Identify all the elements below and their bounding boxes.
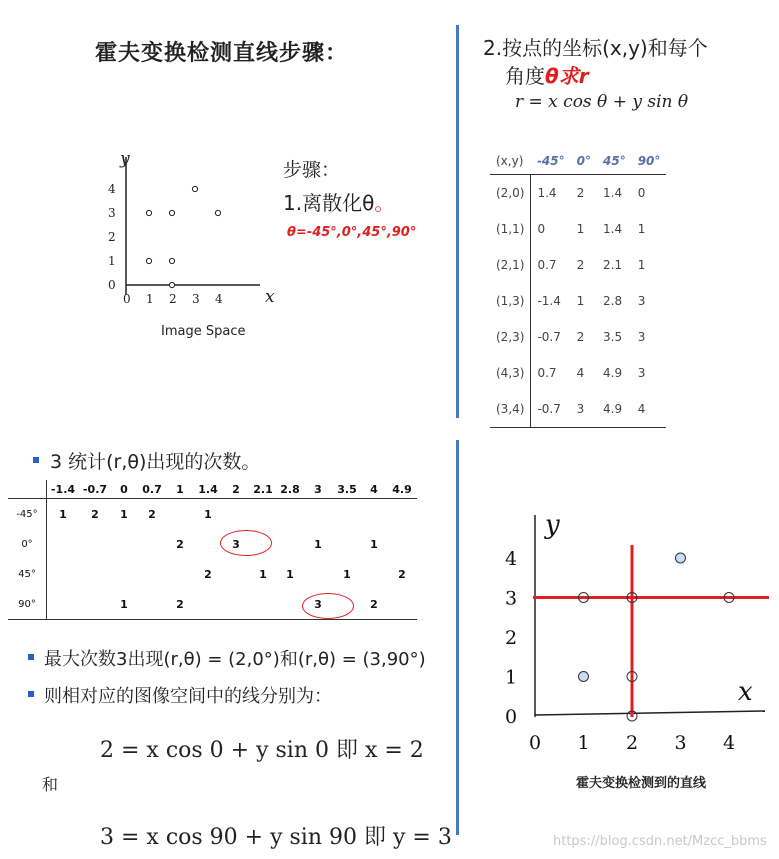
image-space-y-tick: 4 [108,182,116,196]
table1-row [490,283,666,319]
table2-cell [47,589,80,620]
table1-cell: 0.7 [537,366,557,380]
table1-header: (x,y) [490,148,531,175]
table1-cell: 2.8 [603,294,623,308]
table1-cell: -0.7 [537,330,561,344]
step-2-line2 [483,62,708,90]
table1-cell: 1 [637,222,646,236]
table2-cell: 2 [398,567,406,581]
table1-cell: 0 [537,222,546,236]
image-space-y-tick: 2 [108,230,116,244]
hough-x-tick: 2 [626,732,639,754]
table2-cell [79,529,111,559]
table2-cell: 3 [303,589,333,620]
hough-x-tick: 0 [529,732,542,754]
table2-header: 4.9 [387,480,417,499]
page-title: 霍夫变换检测直线步骤： [95,41,349,66]
table2-cell [111,559,137,589]
table1-cell: 0 [637,186,646,200]
table1-cell: 0.7 [537,258,557,272]
table2-row [8,559,417,589]
step-1 [283,187,394,216]
table1-cell: (2,3) [490,319,531,355]
table1-cell: 1 [576,222,585,236]
image-space-point [192,186,197,191]
hough-point [676,553,686,563]
table1-cell: (1,1) [490,211,531,247]
image-space-point [146,210,151,215]
table2-cell [387,589,417,620]
table2-cell [387,499,417,530]
image-space-x-tick: 0 [123,292,131,306]
image-space-plot [100,145,280,315]
table1-cell: 1.4 [537,186,557,200]
table2-cell [249,589,277,620]
table2-cell [167,559,193,589]
hough-y-label: y [545,510,560,540]
hough-x-label: x [738,677,753,707]
hough-result-label: 霍夫变换检测到的直线 [576,776,707,791]
table2-cell [277,589,303,620]
table2-cell [333,529,361,559]
table1-cell: 1.4 [603,222,623,236]
table2-cell: 1 [259,567,267,581]
table1-cell: (2,1) [490,247,531,283]
image-space-y-label: y [120,149,130,169]
table1-header: -45° [531,148,571,175]
image-space-point [215,210,220,215]
table2-cell [277,529,303,559]
table2-header: 4 [361,480,387,499]
table2-row [8,529,417,559]
step-1-text: 1.离散化θ [283,191,375,215]
hough-x-tick: 4 [723,732,736,754]
steps-heading: 步骤： [283,159,341,181]
table2-cell [333,499,361,530]
equation-x: 2 = x cos 0 + y sin 0 即 x = 2 [100,738,424,763]
table2-cell: 1 [204,507,212,521]
table2-cell: 1 [343,567,351,581]
image-space-y-tick: 0 [108,278,116,292]
table2-cell [137,589,167,620]
image-space-x-tick: 4 [215,292,223,306]
table2-cell [361,499,387,530]
image-space-x-tick: 3 [192,292,200,306]
bullet-icon [33,457,39,463]
table1-cell: (3,4) [490,391,531,428]
image-space-label: Image Space [161,324,246,339]
table1-cell: 2.1 [603,258,623,272]
highlight-ellipse-90deg [302,593,354,619]
table2-row [8,499,417,530]
hough-result-plot [495,505,779,765]
image-space-point [169,258,174,263]
table2-cell [249,499,277,530]
image-space-point [169,210,174,215]
table2-header: 0 [111,480,137,499]
image-space-y-tick: 1 [108,254,116,268]
table2-cell [223,499,249,530]
theta-values: θ=-45°,0°,45°,90° [287,225,417,240]
table2-cell [193,589,223,620]
r-values-table [490,148,666,428]
table2-cell [47,529,80,559]
table2-header: 2 [223,480,249,499]
table2-cell [387,529,417,559]
table2-cell: 2 [91,507,99,521]
table2-cell [167,499,193,530]
table1-cell: -0.7 [531,391,571,428]
table2-cell [361,559,387,589]
step-2 [483,34,708,90]
hough-y-tick: 4 [505,548,518,570]
divider-top [456,25,459,418]
table1-header: 90° [632,148,667,175]
hough-x-tick: 3 [674,732,687,754]
table1-cell: (2,0) [490,175,531,212]
table2-cell [303,559,333,589]
count-heading: 3 统计(r,θ)出现的次数。 [50,451,261,473]
table1-cell: 4.9 [603,366,623,380]
table2-cell [79,589,111,620]
hough-y-tick: 2 [505,627,518,649]
table1-cell: 2 [576,258,585,272]
image-space-x-label: x [265,287,275,307]
hough-point [579,672,589,682]
count-table [8,480,417,620]
bullet-icon [28,654,34,660]
table2-cell [277,499,303,530]
table2-header: 3 [303,480,333,499]
table2-header: 1.4 [193,480,223,499]
table1-cell: 2 [576,186,585,200]
image-space-x-tick: 1 [146,292,154,306]
table1-cell: 3 [637,294,646,308]
hough-x-axis [535,711,765,715]
table1-cell: 3 [637,366,646,380]
highlight-ellipse-0deg [220,530,272,556]
table2-header: -0.7 [79,480,111,499]
table2-cell [47,559,80,589]
table2-cell: 2 [167,589,193,620]
table1-cell: 4 [576,366,585,380]
table1-cell: (4,3) [490,355,531,391]
table1-row [490,391,666,428]
table2-cell [303,499,333,530]
table2-cell: 1 [120,507,128,521]
table2-row [8,589,417,620]
step-1-dot: 。 [374,191,395,215]
table1-cell: 3.5 [603,330,623,344]
table2-cell [111,529,137,559]
table1-cell: -1.4 [537,294,561,308]
image-space-x-tick: 2 [169,292,177,306]
table1-row [490,319,666,355]
step-2-line2-prefix: 角度 [505,64,545,88]
table2-header: 0.7 [137,480,167,499]
table2-cell [223,559,249,589]
table1-cell: 1 [637,258,646,272]
table2-row-label: 90° [8,589,47,620]
table2-cell [79,559,111,589]
table2-cell: 1 [111,589,137,620]
table1-row [490,247,666,283]
step-2-line2-red: θ求r [545,64,589,88]
table2-cell: 1 [59,507,67,521]
table1-cell: (1,3) [490,283,531,319]
table1-cell: 3 [571,391,597,428]
table2-cell [137,529,167,559]
result-lines-heading: 则相对应的图像空间中的线分别为： [44,686,332,707]
table1-row [490,355,666,391]
table1-cell: 3 [637,330,646,344]
table1-cell: 1 [576,294,585,308]
table2-cell: 1 [370,537,378,551]
table2-header: -1.4 [47,480,80,499]
table2-cell [193,529,223,559]
table1-row [490,211,666,247]
image-space-point [146,258,151,263]
table1-cell: 4.9 [597,391,632,428]
table2-row-label: 45° [8,559,47,589]
divider-bottom [456,440,459,835]
table2-cell: 3 [232,537,240,551]
bullet-icon [28,691,34,697]
table2-cell: 2 [148,507,156,521]
step-2-line1: 2.按点的坐标(x,y)和每个 [483,36,708,60]
table2-row-label: -45° [8,499,47,530]
hough-y-tick: 3 [505,587,518,610]
table2-header: 3.5 [333,480,361,499]
formula-r: r = x cos θ + y sin θ [515,92,689,112]
table1-header: 0° [571,148,597,175]
table1-cell: 4 [632,391,667,428]
table1-cell: 2 [576,330,585,344]
table2-cell [223,589,249,620]
max-count-line: 最大次数3出现(r,θ) = (2,0°)和(r,θ) = (3,90°) [44,649,426,670]
table1-cell: 1.4 [603,186,623,200]
table1-header: 45° [597,148,632,175]
image-space-y-tick: 3 [108,206,116,220]
table1-row [490,175,666,212]
table2-cell [137,559,167,589]
hough-x-tick: 1 [577,732,590,754]
table2-cell: 2 [361,589,387,620]
hough-y-tick: 1 [505,666,518,689]
hough-y-tick: 0 [505,706,518,728]
conjunction-text: 和 [42,775,59,794]
table2-header: 2.8 [277,480,303,499]
table2-row-label: 0° [8,529,47,559]
table2-header: 1 [167,480,193,499]
table2-cell: 2 [176,537,184,551]
table2-cell: 1 [286,567,294,581]
table2-header: 2.1 [249,480,277,499]
watermark: https://blog.csdn.net/Mzcc_bbms [553,834,767,849]
table2-header [8,480,47,499]
image-space-point [169,282,174,287]
table2-cell: 1 [314,537,322,551]
table2-cell: 2 [204,567,212,581]
equation-y: 3 = x cos 90 + y sin 90 即 y = 3 [100,825,452,850]
